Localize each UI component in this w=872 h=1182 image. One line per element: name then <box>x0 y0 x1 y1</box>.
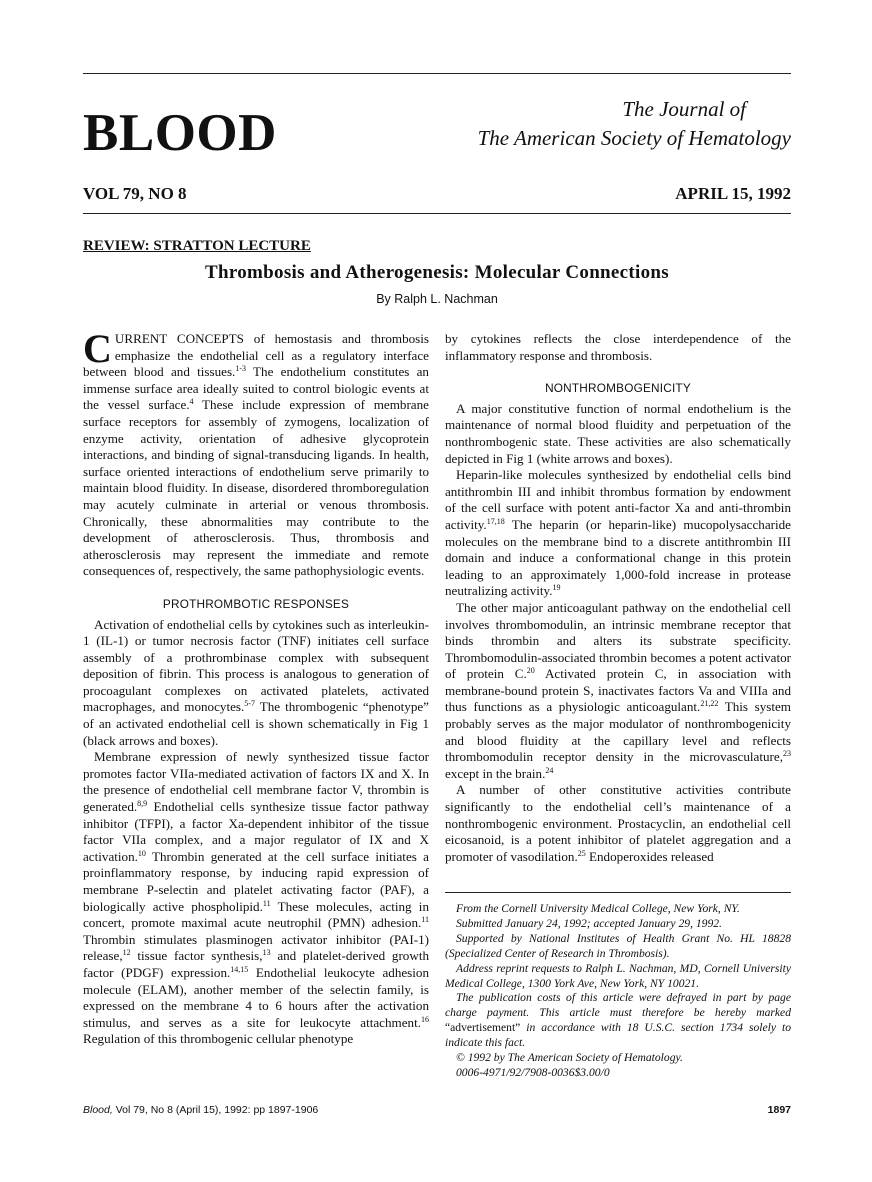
paragraph: The other major anticoagulant pathway on the endothelial cell involves thrombomodulin, an intrinsic membrane receptor that binds thrombin and alters its substrate specificity. Thrombomodulin-associated thrombin becomes a potent activator of protein C.$^{20}$ Activated protein C, in association with membrane-bound protein S, inactivates factors Va and VIIIa and thus functions as a physiologic anticoagulant.$^{21,22}$ This system probably serves as the major modulator of nonthrombogenicity and blood fluidity at the capillary level and reflects thrombomodulin receptor density in the microvasculature,$^{23}$ except in the brain.$^{24}$ <box>445 599 791 781</box>
citation-ref: 21,22 <box>700 699 719 709</box>
masthead-top-rule <box>83 73 791 74</box>
footer-citation: Blood, Vol 79, No 8 (April 15), 1992: pp 1897-1906 <box>83 1104 319 1116</box>
paragraph-continuation: by cytokines reflects the close interdependence of the inflammatory response and thrombosis. <box>445 331 791 363</box>
paragraph: A number of other constitutive activities contribute significantly to the endothelial cell’s maintenance of a nonthrombogenic environment. Prostacyclin, an endothelial cell eicosanoid, is a potent inhibitor of platelet aggregation and a promoter of vasodilation.$^{25}$ Endoperoxides released <box>445 782 791 864</box>
citation-ref: 8,9 <box>137 799 148 809</box>
footnotes <box>445 902 791 1081</box>
citation-ref: 11 <box>262 898 271 908</box>
drop-cap: C <box>83 326 112 371</box>
citation-ref: 17,18 <box>486 516 505 526</box>
intro-paragraph: CURRENT CONCEPTS of hemostasis and thrombosis emphasize the endothelial cell as a regulatory interface between blood and tissues.$^{1-3}$ The endothelium constitutes an immense surface area ideally suited to control biologic events at the vessel surface.$^4$ These include expression of membrane surface receptors for assembly of zymogens, localization of enzyme activity, orientation of adhesive glycoprotein interactions, and binding of signal-transducing ligands. In health, surface oriented interactions of endothelium serve primarily to maintain blood fluidity. In disease, disordered thromboregulation may acutely culminate in arterial or venous thrombosis. Chronically, these abnormalities may contribute to the development of atherosclerosis. Thus, thrombosis and atherosclerosis may represent the immediate and remote consequences of, respectively, the same pathophysiologic events. <box>83 326 429 579</box>
footnote-address: Address reprint requests to Ralph L. Nachman, MD, Cornell University Medical College, 1300 York Ave, New York, NY 10021. <box>445 961 791 990</box>
citation-ref: 12 <box>122 948 131 958</box>
citation-ref: 24 <box>545 765 554 775</box>
footnote-copyright: © 1992 by The American Society of Hematology. <box>456 1051 683 1065</box>
footnote-support: Supported by National Institutes of Health Grant No. HL 18828 (Specialized Center of Research in Thrombosis). <box>445 931 791 960</box>
paragraph: A major constitutive function of normal endothelium is the maintenance of normal blood fluidity and perpetuation of the nonthrombogenic state. These activities are also schematically depicted in Fig 1 (white arrows and boxes). <box>445 400 791 466</box>
footnote-rule <box>445 892 791 893</box>
citation-ref: 13 <box>262 948 271 958</box>
citation-ref: 16 <box>421 1014 429 1024</box>
section-heading-prothrombotic: PROTHROMBOTIC RESPONSES <box>162 596 350 611</box>
volume-issue: VOL 79, NO 8 <box>83 184 187 203</box>
citation-ref: 19 <box>552 583 561 593</box>
left-column <box>83 326 430 1048</box>
citation-ref: 4 <box>189 397 194 407</box>
paragraph: Activation of endothelial cells by cytokines such as interleukin-1 (IL-1) or tumor necrosis factor (TNF) initiates cell surface assembly of a prothrombinase complex with subsequent deposition of fibrin. This process is analogous to generation of procoagulant complexes on activated platelets, activated macrophages, and monocytes.$^{5-7}$ The thrombogenic “phenotype” of an activated endothelial cell is shown schematically in Fig 1 (black arrows and boxes). <box>83 616 429 748</box>
byline: By Ralph L. Nachman <box>376 292 498 306</box>
citation-ref: 25 <box>577 848 586 858</box>
citation-ref: 23 <box>783 749 791 759</box>
journal-title: BLOOD <box>83 104 277 162</box>
section-heading-nonthrombogenicity: NONTHROMBOGENICITY <box>545 381 691 396</box>
footnote-costs: The publication costs of this article were defrayed in part by page charge payment. This article must therefore be hereby marked “advertisement” in accordance with 18 U.S.C. section 1734 solely to indicate this fact. <box>445 991 791 1050</box>
article-title: Thrombosis and Atherogenesis: Molecular Connections <box>205 262 669 283</box>
paragraph: Heparin-like molecules synthesized by endothelial cells bind antithrombin III and inhibit thrombus formation by endowment of the cell surface with potent anti-factor Xa and anti-thrombin activity.$^{17,18}$ The heparin (or heparin-like) mucopolysaccharide molecules on the membrane bind to a discrete antithrombin III domain and induce a conformational change in this protein leading to an approximately 1,000-fold increase in protease neutralizing activity.$^{19}$ <box>445 467 791 599</box>
footnote-submitted: Submitted January 24, 1992; accepted January 29, 1992. <box>456 916 722 930</box>
section-label: REVIEW: STRATTON LECTURE <box>83 238 311 254</box>
citation-ref: 5-7 <box>244 699 255 709</box>
masthead-bottom-rule <box>83 213 791 214</box>
citation-ref: 1-3 <box>235 364 246 374</box>
page-number: 1897 <box>767 1104 791 1116</box>
journal-subtitle-line2: The American Society of Hematology <box>477 126 791 150</box>
journal-subtitle <box>478 95 791 153</box>
issue-date: APRIL 15, 1992 <box>675 184 791 203</box>
citation-ref: 11 <box>421 915 429 925</box>
journal-subtitle-line1: The Journal of <box>622 97 746 121</box>
citation-ref: 10 <box>137 848 146 858</box>
footnote-code: 0006-4971/92/7908-0036$3.00/0 <box>456 1065 610 1079</box>
footnote-affiliation: From the Cornell University Medical College, New York, NY. <box>456 902 740 915</box>
paragraph: Membrane expression of newly synthesized tissue factor promotes factor VIIa-mediated activation of factors IX and X. In the presence of endothelial cell membrane factor V, thrombin is generated.$^{8,9}$ Endothelial cells synthesize tissue factor pathway inhibitor (TFPI), a factor Xa-dependent inhibitor of the tissue factor VIIa complex, and a major regulator of IX and X activation.$^{10}$ Thrombin generated at the cell surface initiates a proinflammatory response, by inducing rapid expression of membrane P-selectin and platelet activating factor (PAF), a biologically active phospholipid.$^{11}$ These molecules, acting in concert, promote maximal acute neutrophil (PMN) adhesion.$^{11}$ Thrombin stimulates plasminogen activator inhibitor (PAI-1) release,$^{12}$ tissue factor synthesis,$^{13}$ and platelet-derived growth factor (PDGF) expression.$^{14,15}$ Endothelial leukocyte adhesion molecule (ELAM), another member of the selectin family, is expressed on the membrane 4 to 6 hours after the activation stimulus, and serves as a site for leukocyte attachment.$^{16}$ Regulation of this thrombogenic cellular phenotype <box>83 749 430 1047</box>
citation-ref: 14,15 <box>230 964 249 974</box>
citation-ref: 20 <box>526 666 535 676</box>
right-column <box>445 331 791 865</box>
